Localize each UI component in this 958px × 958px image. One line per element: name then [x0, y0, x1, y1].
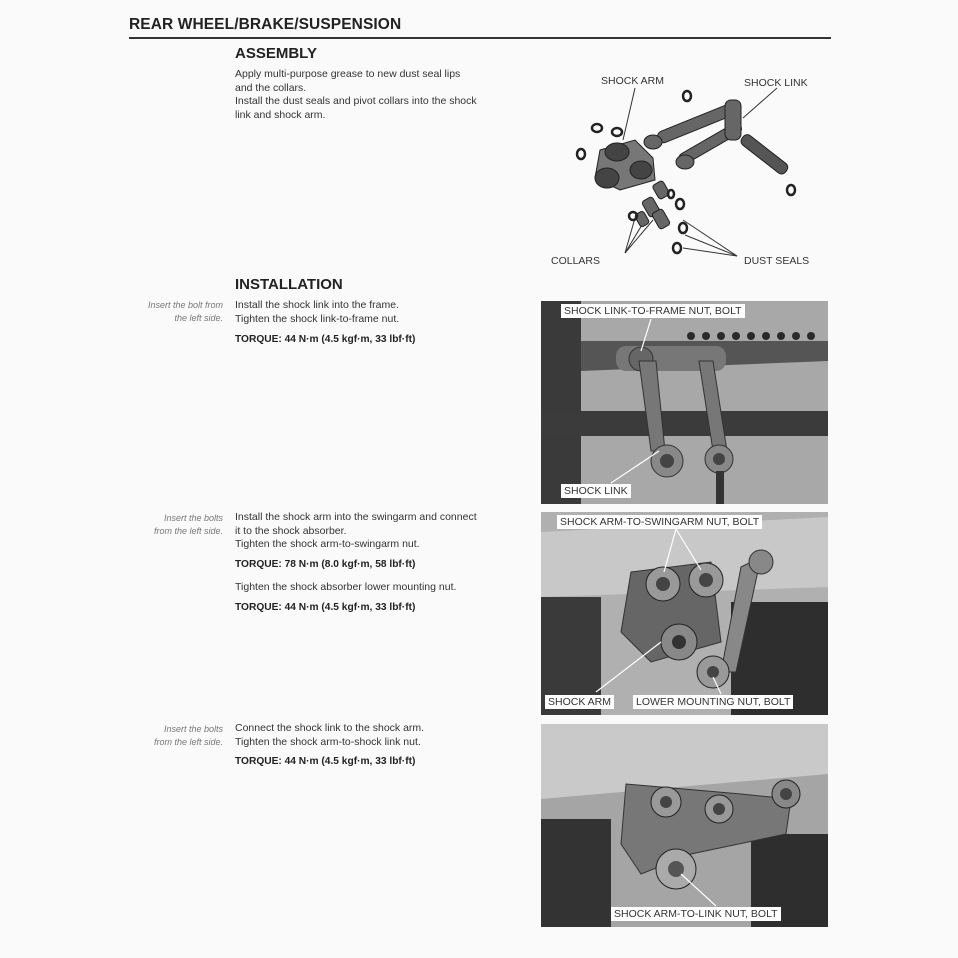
side-note-line: Insert the bolt from — [147, 300, 223, 310]
label-shock-link: SHOCK LINK — [744, 77, 808, 89]
assembly-heading: ASSEMBLY — [235, 45, 317, 62]
label-shock-arm: SHOCK ARM — [601, 75, 665, 87]
photo-shock-arm-link — [541, 724, 828, 927]
step3-line: Tighten the shock arm-to-shock link nut. — [235, 735, 421, 748]
installation-heading: INSTALLATION — [235, 276, 343, 293]
step2-side-note — [127, 512, 223, 538]
photo-shock-link-frame — [541, 301, 828, 504]
photo3-label-bottom: SHOCK ARM-TO-LINK NUT, BOLT — [611, 907, 781, 921]
step1-text — [235, 299, 399, 326]
photo2-label-lower-mounting: LOWER MOUNTING NUT, BOLT — [633, 695, 793, 709]
label-collars: COLLARS — [551, 255, 601, 267]
side-note-line: from the left side. — [153, 526, 223, 536]
step3-side-note — [127, 723, 223, 749]
side-note-line: from the left side. — [153, 737, 223, 747]
assembly-text — [235, 68, 477, 122]
step2-line: Tighten the shock arm-to-swingarm nut. — [235, 538, 420, 550]
assembly-line: and the collars. — [235, 81, 307, 94]
step2-torque-1: TORQUE: 78 N·m (8.0 kgf·m, 58 lbf·ft) — [235, 559, 416, 570]
side-note-line: Insert the bolts — [163, 513, 223, 523]
page-header-title: REAR WHEEL/BRAKE/SUSPENSION — [129, 16, 402, 33]
photo1-label-bottom: SHOCK LINK — [561, 484, 631, 498]
side-note-line: the left side. — [174, 313, 223, 323]
step2-line-2: Tighten the shock absorber lower mounting nut. — [235, 581, 457, 593]
photo2-label-top: SHOCK ARM-TO-SWINGARM NUT, BOLT — [557, 515, 762, 529]
side-note-line: Insert the bolts — [163, 724, 223, 734]
step1-line: Install the shock link into the frame. — [235, 299, 399, 311]
assembly-line: link and shock arm. — [235, 108, 326, 121]
step1-side-note — [127, 299, 223, 325]
photo-shock-arm-swingarm — [541, 512, 828, 715]
assembly-line: Apply multi-purpose grease to new dust seal lips — [235, 68, 461, 80]
header-rule — [129, 37, 831, 39]
step1-line: Tighten the shock link-to-frame nut. — [235, 312, 400, 325]
assembly-line: Install the dust seals and pivot collars into the shock — [235, 95, 477, 107]
photo1-label-top: SHOCK LINK-TO-FRAME NUT, BOLT — [561, 304, 745, 318]
step3-text — [235, 722, 424, 749]
photo2-label-shock-arm: SHOCK ARM — [545, 695, 614, 709]
step1-torque: TORQUE: 44 N·m (4.5 kgf·m, 33 lbf·ft) — [235, 334, 416, 345]
label-dust-seals: DUST SEALS — [744, 255, 810, 267]
exploded-parts-diagram — [545, 70, 830, 275]
step2-text — [235, 511, 477, 552]
step2-torque-2: TORQUE: 44 N·m (4.5 kgf·m, 33 lbf·ft) — [235, 602, 416, 613]
step2-line: Install the shock arm into the swingarm and connect — [235, 511, 477, 523]
step2-line: it to the shock absorber. — [235, 524, 347, 537]
step3-torque: TORQUE: 44 N·m (4.5 kgf·m, 33 lbf·ft) — [235, 756, 416, 767]
step3-line: Connect the shock link to the shock arm. — [235, 722, 425, 734]
